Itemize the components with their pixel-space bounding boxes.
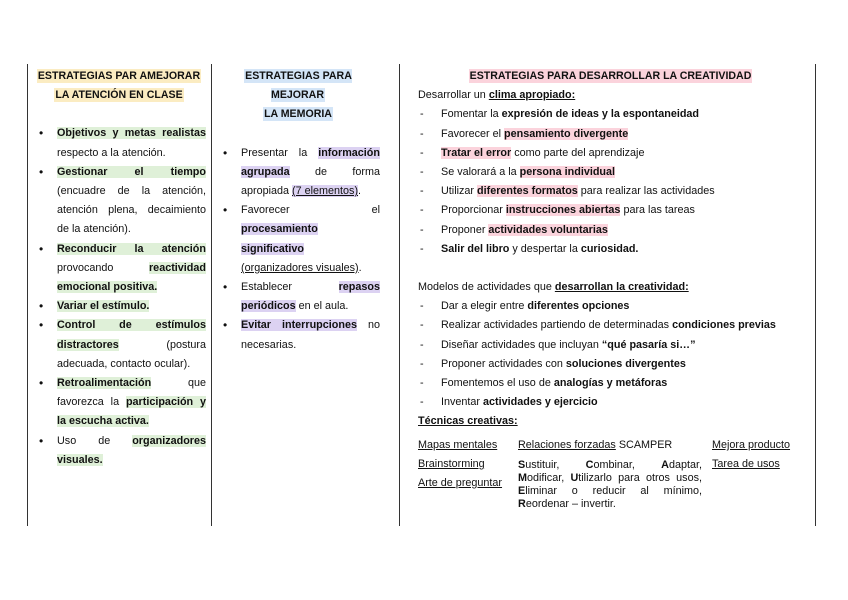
tecnica-tarea: Tarea de usos — [712, 458, 780, 470]
list-item: - Fomentar la expresión de ideas y la espontaneidad — [418, 105, 803, 124]
list-item: - Inventar actividades y ejercicio — [418, 393, 803, 412]
list-item: - Realizar actividades partiendo de determinadas condiciones previas — [418, 316, 803, 335]
list-item: • Evitar interrupciones no necesarias. — [216, 316, 380, 354]
clima-list — [418, 105, 803, 259]
tecnicas-col2 — [518, 436, 702, 511]
tecnicas-col3 — [712, 436, 812, 474]
models-list — [418, 297, 803, 412]
tecnica-mejora: Mejora producto — [712, 439, 791, 451]
creativity-title: ESTRATEGIAS PARA DESARROLLAR LA CREATIVIDAD — [469, 70, 752, 82]
column-divider — [211, 64, 212, 526]
list-item: - Utilizar diferentes formatos para realizar las actividades — [418, 182, 803, 201]
list-item: - Proponer actividades con soluciones divergentes — [418, 355, 803, 374]
list-item: • Presentar la información agrupada de forma apropiada (7 elementos). — [216, 144, 380, 202]
column-divider — [27, 64, 28, 526]
list-item: - Dar a elegir entre diferentes opciones — [418, 297, 803, 316]
scamper-line: Sustituir, Combinar, Adaptar, — [518, 459, 702, 471]
scamper-text — [518, 459, 702, 511]
models-intro: Modelos de actividades que desarrollan la creatividad: — [418, 281, 689, 294]
list-item: - Diseñar actividades que incluyan “qué pasaría si…” — [418, 336, 803, 355]
tecnica-arte: Arte de preguntar — [418, 477, 503, 489]
tecnicas-title: Técnicas creativas: — [418, 415, 518, 428]
list-item: - Favorecer el pensamiento divergente — [418, 125, 803, 144]
tecnicas-col1 — [418, 436, 513, 493]
list-item: - Proponer actividades voluntarias — [418, 221, 803, 240]
column-divider — [399, 64, 400, 526]
attention-title: ESTRATEGIAS PAR AMEJORAR LA ATENCIÓN EN CLASE — [37, 70, 201, 102]
list-item: - Salir del libro y despertar la curiosidad. — [418, 240, 803, 259]
attention-list — [32, 124, 206, 470]
list-item: • Variar el estímulo. — [32, 297, 206, 316]
list-item: • Retroalimentación que favorezca la participación y la escucha activa. — [32, 374, 206, 432]
memory-list — [216, 144, 380, 355]
list-item: • Gestionar el tiempo (encuadre de la atención, atención plena, decaimiento de la atención). — [32, 163, 206, 240]
list-item: • Establecer repasos periódicos en el aula. — [216, 278, 380, 316]
list-item: • Uso de organizadores visuales. — [32, 432, 206, 470]
list-item: - Se valorará a la persona individual — [418, 163, 803, 182]
attention-column — [32, 64, 206, 470]
tecnica-brainstorming: Brainstorming — [418, 458, 485, 470]
tecnica-relaciones: Relaciones forzadas SCAMPER — [518, 439, 673, 451]
list-item: - Proporcionar instrucciones abiertas para las tareas — [418, 201, 803, 220]
clima-intro: Desarrollar un clima apropiado: — [418, 89, 576, 102]
column-divider — [815, 64, 816, 526]
scamper-line: Reordenar – invertir. — [518, 498, 616, 510]
list-item: • Objetivos y metas realistas respecto a la atención. — [32, 124, 206, 162]
list-item: • Favorecer el procesamiento significativo (organizadores visuales). — [216, 201, 380, 278]
creativity-column — [418, 64, 803, 432]
list-item: - Tratar el error como parte del aprendizaje — [418, 144, 803, 163]
list-item: • Reconducir la atención provocando reactividad emocional positiva. — [32, 240, 206, 298]
memory-title: ESTRATEGIAS PARA MEJORAR LA MEMORIA — [245, 70, 352, 121]
scamper-line: Modificar, Utilizarlo para otros usos, — [518, 472, 702, 484]
memory-column — [216, 64, 380, 355]
scamper-line: Eliminar o reducir al mínimo, — [518, 485, 702, 497]
tecnica-mapas: Mapas mentales — [418, 439, 498, 451]
list-item: • Control de estímulos distractores (postura adecuada, contacto ocular). — [32, 316, 206, 374]
list-item: - Fomentemos el uso de analogías y metáforas — [418, 374, 803, 393]
